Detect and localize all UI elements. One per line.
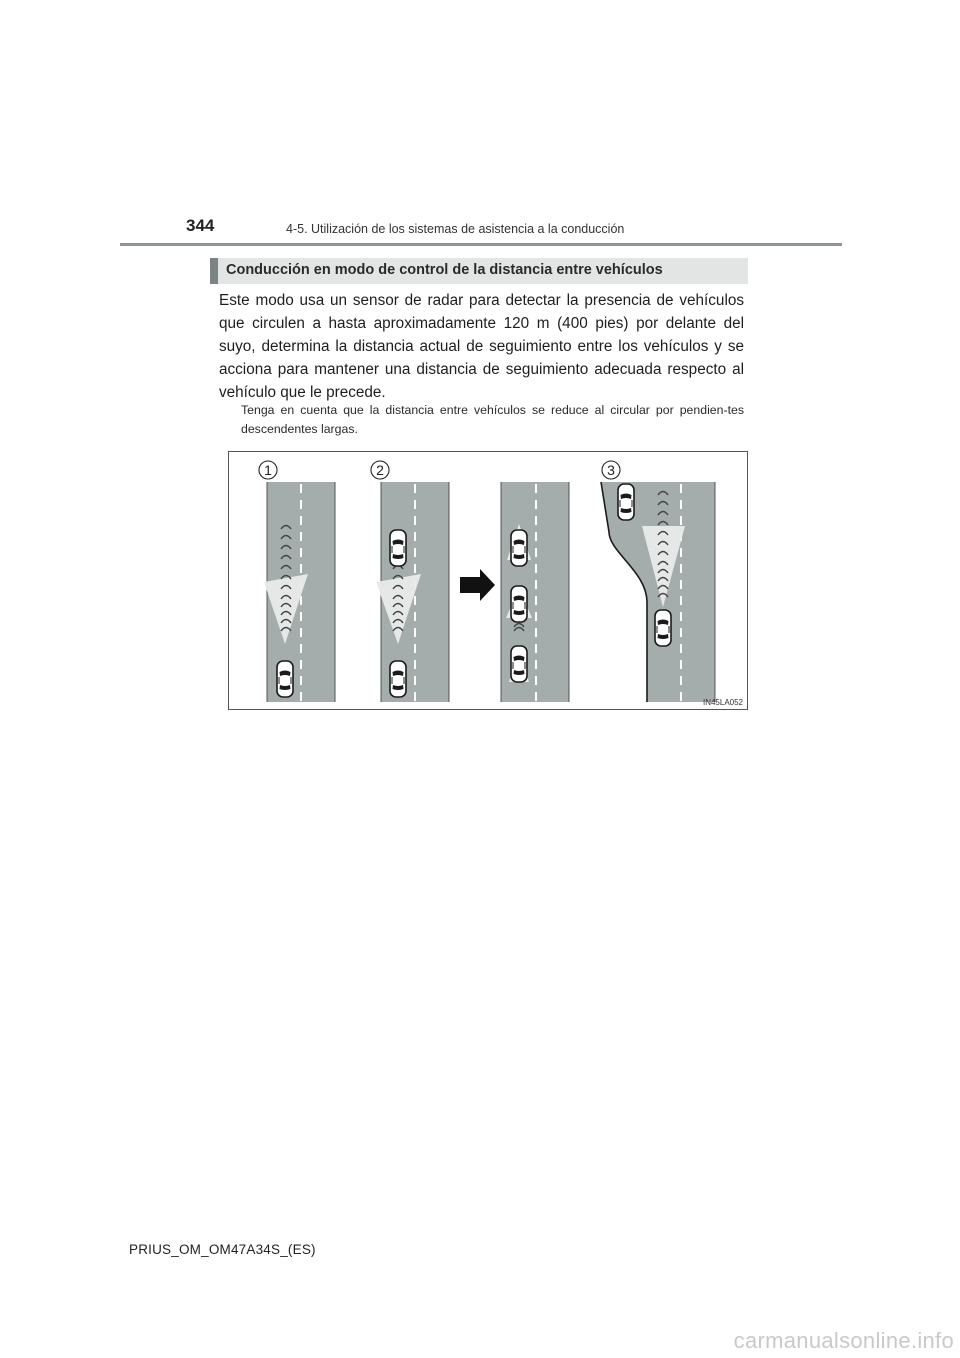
- car-icon: [277, 661, 293, 697]
- body-paragraph: Este modo usa un sensor de radar para detectar la presencia de vehículos que circulen a hasta aproximadamente 120 m (400 pies) por delante del suyo, determina la distancia actual de seguimiento entre los vehículos y se acciona para mantener una distancia de seguimiento adecuada respecto al vehículo que le precede.: [219, 292, 744, 401]
- car-icon: [390, 661, 406, 697]
- car-icon: [390, 530, 406, 566]
- step-label-2: 2: [376, 462, 384, 478]
- page-number: 344: [186, 216, 215, 235]
- note-paragraph: Tenga en cuenta que la distancia entre vehículos se reduce al circular por pendien-tes descendentes largas.: [241, 403, 744, 436]
- panel-1: [264, 482, 335, 702]
- numbered-circle-icon: [259, 461, 277, 479]
- arrow-right-icon: [460, 569, 495, 601]
- header-divider: [120, 243, 842, 246]
- car-icon: [655, 610, 671, 646]
- panel-2: [376, 482, 449, 702]
- car-icon: [511, 586, 527, 622]
- radar-illustration: [228, 451, 748, 710]
- step-label-1: 1: [264, 462, 272, 478]
- figure-code: IN45LA052: [702, 698, 743, 707]
- section-heading-text: Conducción en modo de control de la distancia entre vehículos: [226, 262, 663, 278]
- watermark: carmanualsonline.info: [733, 1328, 954, 1353]
- document-id: PRIUS_OM_OM47A34S_(ES): [129, 1242, 316, 1257]
- car-icon: [511, 646, 527, 682]
- car-icon: [511, 530, 527, 566]
- panel-3: [501, 482, 569, 702]
- heading-accent: [210, 258, 218, 284]
- car-icon: [618, 484, 634, 520]
- panel-4: [601, 482, 715, 702]
- step-label-3: 3: [607, 462, 615, 478]
- section-heading: [210, 258, 748, 284]
- section-path: 4-5. Utilización de los sistemas de asistencia a la conducción: [286, 222, 625, 236]
- numbered-circle-icon: [602, 461, 620, 479]
- numbered-circle-icon: [371, 461, 389, 479]
